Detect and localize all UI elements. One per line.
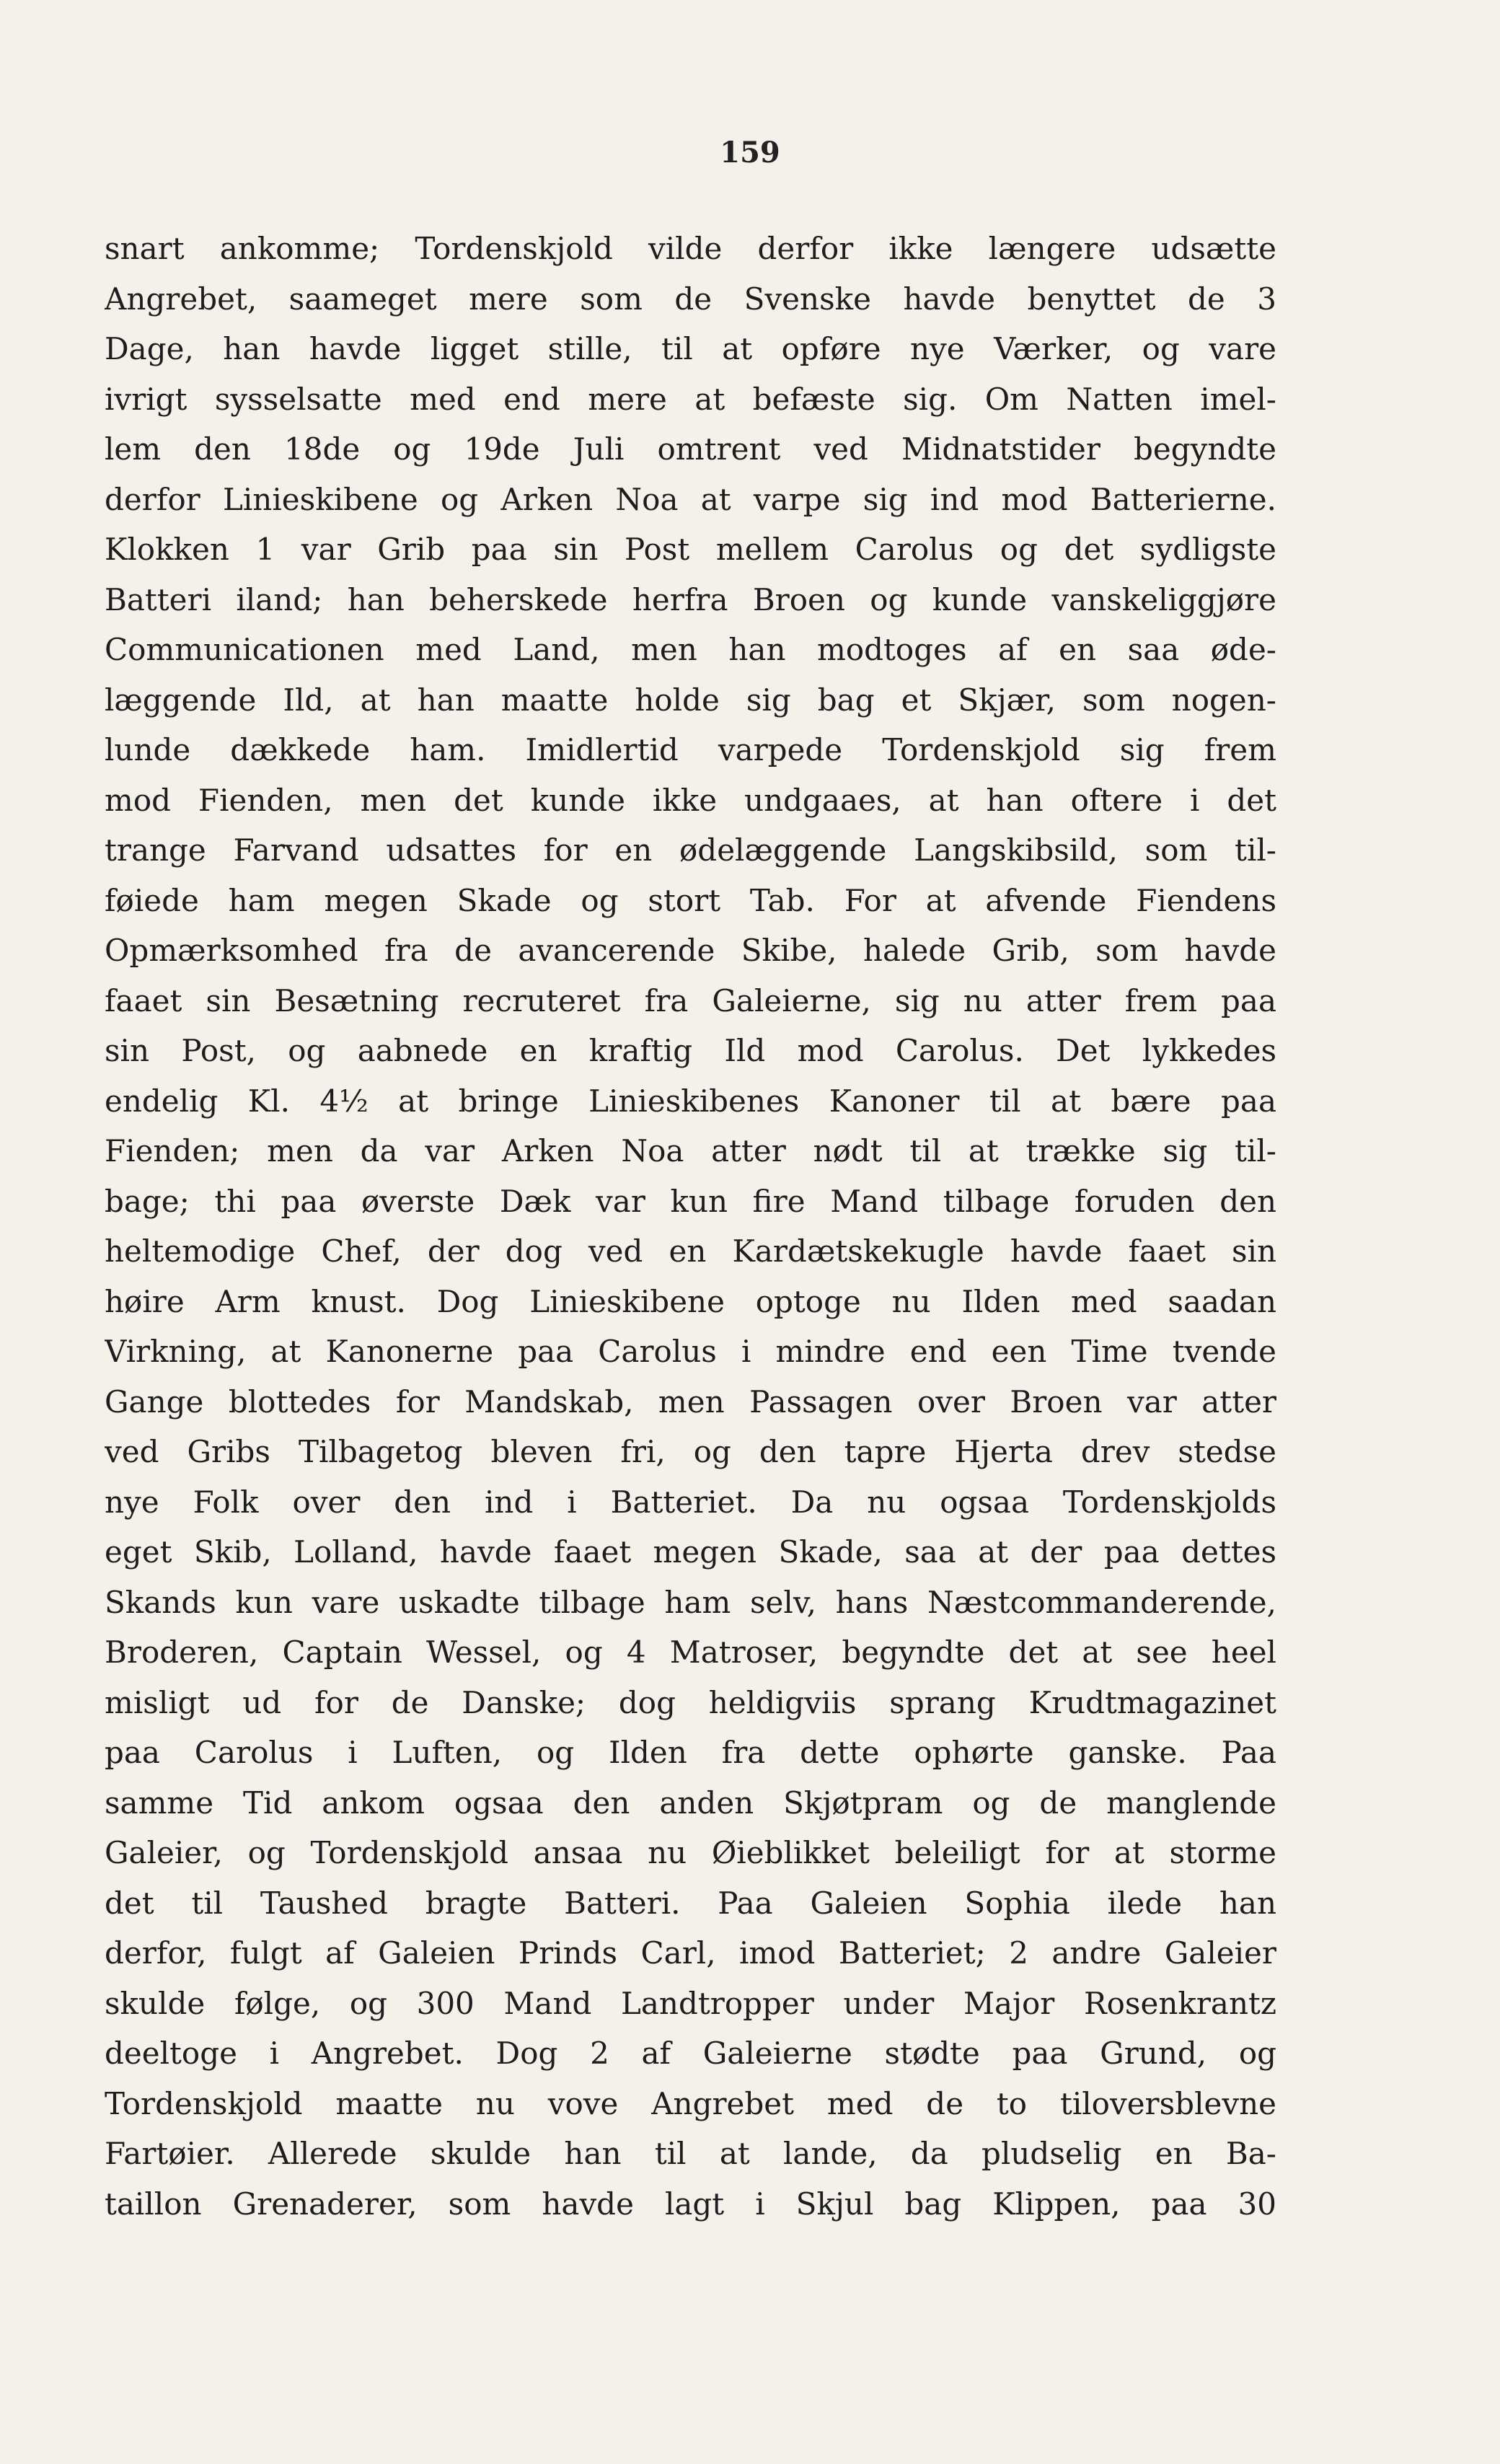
- text-line: føiede ham megen Skade og stort Tab. For at afvende Fiendens: [105, 882, 1276, 918]
- text-line: Opmærksomhed fra de avancerende Skibe, halede Grib, som havde: [105, 933, 1276, 968]
- text-line: ivrigt sysselsatte med end mere at befæste sig. Om Natten imel-: [105, 381, 1276, 417]
- text-line: bage; thi paa øverste Dæk var kun fire Mand tilbage foruden den: [105, 1183, 1276, 1219]
- text-line: faaet sin Besætning recruteret fra Galeierne, sig nu atter frem paa: [105, 982, 1276, 1018]
- text-line: eget Skib, Lolland, havde faaet megen Skade, saa at der paa dettes: [105, 1534, 1276, 1570]
- text-line: Fienden; men da var Arken Noa atter nødt til at trække sig til-: [105, 1133, 1276, 1169]
- text-line: Broderen, Captain Wessel, og 4 Matroser, begyndte det at see heel: [105, 1634, 1276, 1670]
- text-line: Angrebet, saameget mere som de Svenske havde benyttet de 3: [105, 281, 1276, 317]
- text-line: Communicationen med Land, men han modtoges af en saa øde-: [105, 632, 1276, 667]
- page-number: 159: [720, 136, 780, 170]
- text-line: Galeier, og Tordenskjold ansaa nu Øieblikket beleiligt for at storme: [105, 1835, 1276, 1870]
- text-line: ved Gribs Tilbagetog bleven fri, og den tapre Hjerta drev stedse: [105, 1434, 1276, 1469]
- text-line: misligt ud for de Danske; dog heldigviis sprang Krudtmagazinet: [105, 1684, 1276, 1720]
- text-line: nye Folk over den ind i Batteriet. Da nu ogsaa Tordenskjolds: [105, 1484, 1276, 1520]
- text-line: sin Post, og aabnede en kraftig Ild mod Carolus. Det lykkedes: [105, 1033, 1276, 1068]
- body-text: [105, 224, 1276, 2229]
- text-line: det til Taushed bragte Batteri. Paa Galeien Sophia ilede han: [105, 1885, 1276, 1921]
- text-line: paa Carolus i Luften, og Ilden fra dette ophørte ganske. Paa: [105, 1735, 1276, 1770]
- text-line: Virkning, at Kanonerne paa Carolus i mindre end een Time tvende: [105, 1334, 1276, 1369]
- text-line: skulde følge, og 300 Mand Landtropper under Major Rosenkrantz: [105, 1985, 1276, 2021]
- text-line: endelig Kl. 4½ at bringe Linieskibenes Kanoner til at bære paa: [105, 1083, 1276, 1119]
- text-line: Klokken 1 var Grib paa sin Post mellem Carolus og det sydligste: [105, 532, 1276, 567]
- text-line: samme Tid ankom ogsaa den anden Skjøtpram og de manglende: [105, 1785, 1276, 1821]
- text-line: deeltoge i Angrebet. Dog 2 af Galeierne stødte paa Grund, og: [105, 2036, 1276, 2071]
- text-line: Fartøier. Allerede skulde han til at lande, da pludselig en Ba-: [105, 2136, 1276, 2171]
- text-line: heltemodige Chef, der dog ved en Kardætskekugle havde faaet sin: [105, 1233, 1276, 1269]
- text-line: mod Fienden, men det kunde ikke undgaaes, at han oftere i det: [105, 782, 1276, 818]
- text-line: lem den 18de og 19de Juli omtrent ved Midnatstider begyndte: [105, 431, 1276, 467]
- text-line: Skands kun vare uskadte tilbage ham selv, hans Næstcommanderende,: [105, 1584, 1276, 1620]
- text-line: Tordenskjold maatte nu vove Angrebet med de to tiloversblevne: [105, 2085, 1276, 2121]
- text-line: lunde dækkede ham. Imidlertid varpede Tordenskjold sig frem: [105, 732, 1276, 767]
- text-line: Batteri iland; han beherskede herfra Broen og kunde vanskeliggjøre: [105, 581, 1276, 617]
- text-line: Gange blottedes for Mandskab, men Passagen over Broen var atter: [105, 1383, 1276, 1420]
- text-line: Dage, han havde ligget stille, til at opføre nye Værker, og vare: [105, 331, 1276, 366]
- text-line: læggende Ild, at han maatte holde sig bag et Skjær, som nogen-: [105, 682, 1276, 718]
- text-line: derfor Linieskibene og Arken Noa at varpe sig ind mod Batterierne.: [105, 481, 1276, 517]
- text-line: derfor, fulgt af Galeien Prinds Carl, imod Batteriet; 2 andre Galeier: [105, 1935, 1276, 1971]
- text-line: snart ankomme; Tordenskjold vilde derfor ikke længere udsætte: [105, 231, 1276, 266]
- text-line: trange Farvand udsattes for en ødelæggende Langskibsild, som til-: [105, 832, 1276, 868]
- text-line: taillon Grenaderer, som havde lagt i Skjul bag Klippen, paa 30: [105, 2186, 1276, 2222]
- text-line: høire Arm knust. Dog Linieskibene optoge nu Ilden med saadan: [105, 1283, 1276, 1319]
